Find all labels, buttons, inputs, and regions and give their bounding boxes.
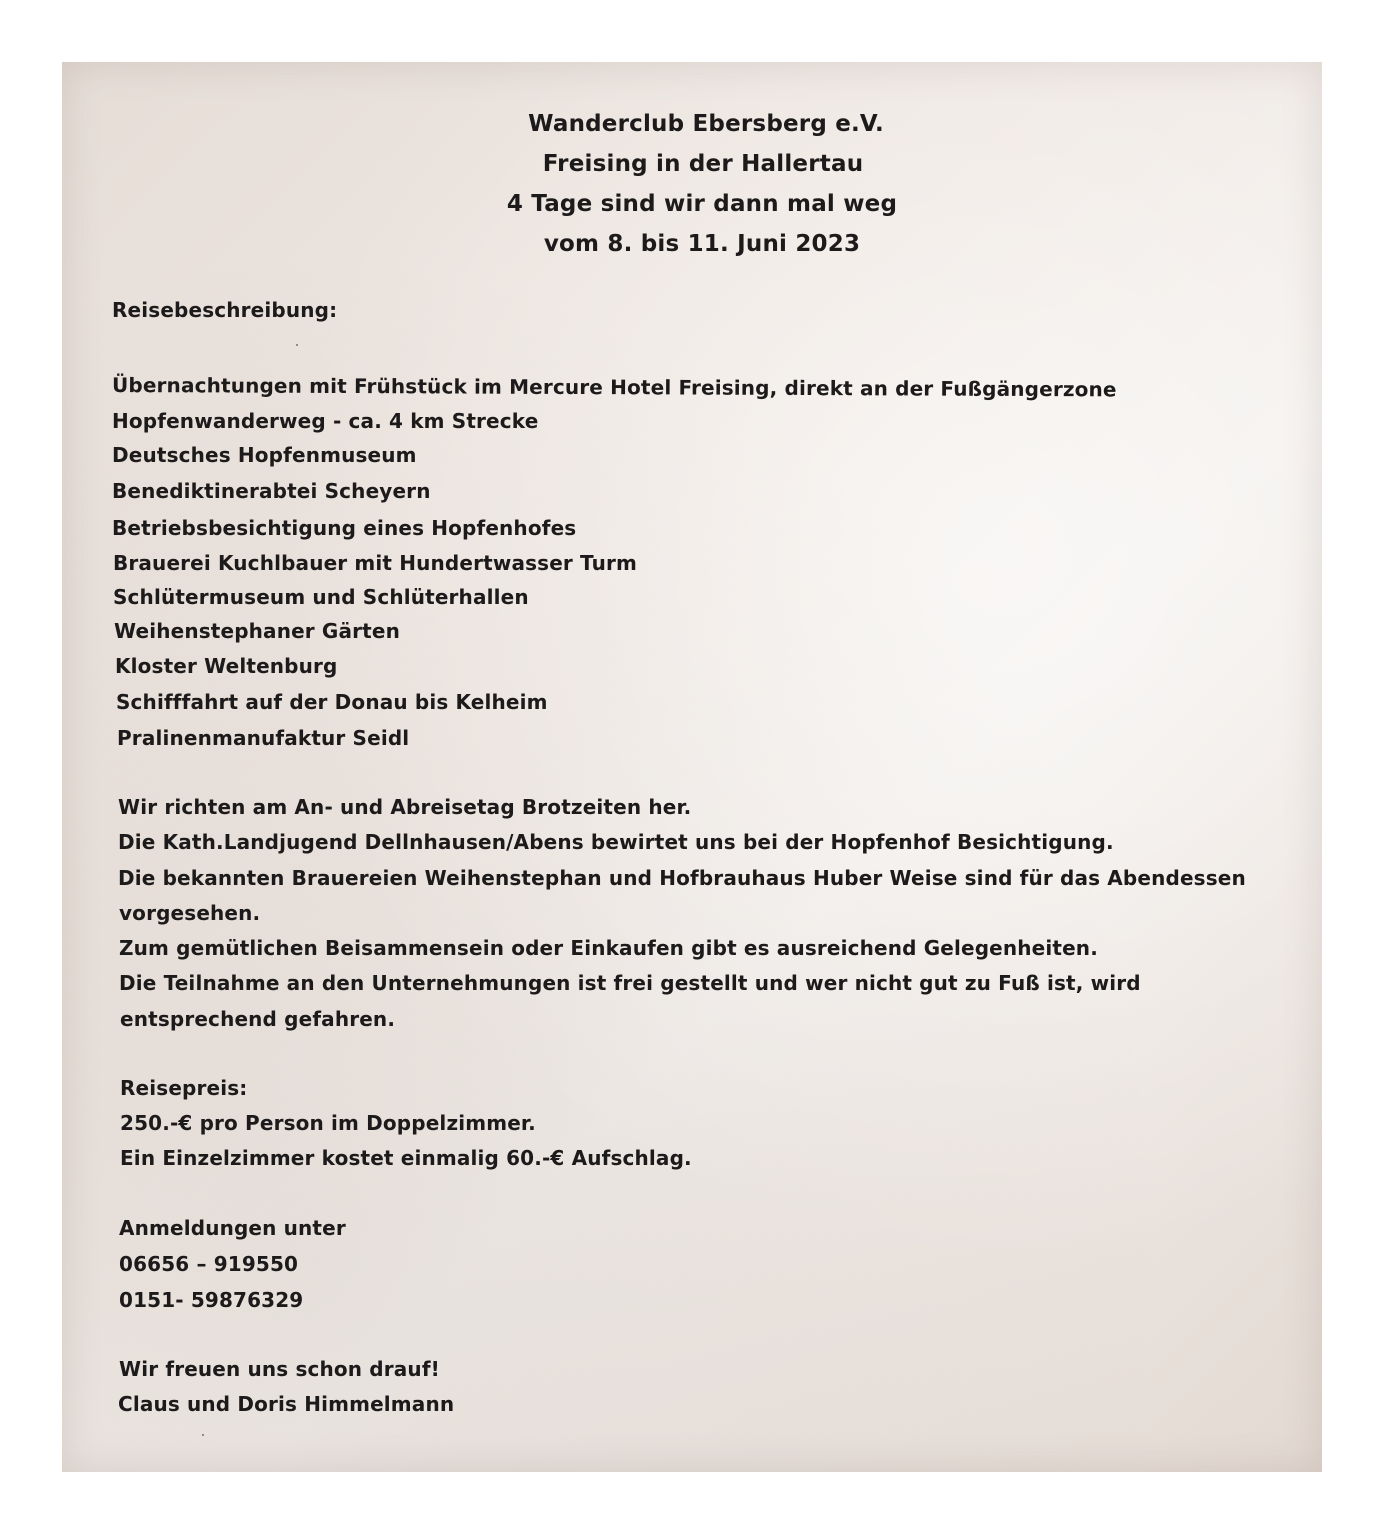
trip-dates: vom 8. bis 11. Juni 2023 [543, 231, 861, 257]
title-block [62, 104, 1322, 264]
notes-line: Wir richten am An- und Abreisetag Brotzeiten her. [118, 795, 692, 819]
signature-names: Claus und Doris Himmelmann [118, 1392, 455, 1416]
list-item: Hopfenwanderweg - ca. 4 km Strecke [112, 409, 539, 433]
list-item: Brauerei Kuchlbauer mit Hundertwasser Turm [113, 551, 638, 575]
list-item: Übernachtungen mit Frühstück im Mercure Hotel Freising, direkt an der Fußgängerzone [111, 373, 1117, 402]
notes-line: Die Kath.Landjugend Dellnhausen/Abens bewirtet uns bei der Hopfenhof Besichtigung. [118, 830, 1114, 854]
price-heading: Reisepreis: [120, 1076, 248, 1100]
list-item: Kloster Weltenburg [115, 654, 338, 678]
list-item: Deutsches Hopfenmuseum [112, 443, 417, 467]
notes-line: Die Teilnahme an den Unternehmungen ist frei gestellt und wer nicht gut zu Fuß ist, wird [119, 971, 1141, 995]
list-item: Betriebsbesichtigung eines Hopfenhofes [112, 516, 577, 540]
trip-tagline: 4 Tage sind wir dann mal weg [506, 191, 898, 217]
list-item: Schifffahrt auf der Donau bis Kelheim [116, 690, 548, 714]
phone-number: 06656 – 919550 [119, 1252, 299, 1276]
list-item: Schlütermuseum und Schlüterhallen [113, 585, 529, 609]
paper-speck [296, 344, 298, 346]
closing-line: Wir freuen uns schon drauf! [119, 1357, 440, 1381]
price-line: Ein Einzelzimmer kostet einmalig 60.-€ Aufschlag. [120, 1146, 692, 1170]
list-item: Pralinenmanufaktur Seidl [117, 726, 410, 750]
list-item: Weihenstephaner Gärten [114, 619, 400, 643]
description-heading: Reisebeschreibung: [112, 298, 338, 322]
paper-speck [202, 1434, 204, 1436]
registration-heading: Anmeldungen unter [119, 1216, 346, 1240]
list-item: Benediktinerabtei Scheyern [112, 479, 431, 503]
club-name: Wanderclub Ebersberg e.V. [528, 111, 884, 137]
notes-line: Zum gemütlichen Beisammensein oder Einkaufen gibt es ausreichend Gelegenheiten. [119, 936, 1098, 960]
paper-sheet [62, 62, 1322, 1472]
phone-number: 0151- 59876329 [119, 1288, 304, 1312]
notes-line: Die bekannten Brauereien Weihenstephan und Hofbrauhaus Huber Weise sind für das Abendessen [118, 866, 1246, 890]
notes-line: entsprechend gefahren. [120, 1007, 396, 1031]
notes-line: vorgesehen. [119, 901, 261, 925]
trip-destination: Freising in der Hallertau [542, 151, 864, 177]
price-line: 250.-€ pro Person im Doppelzimmer. [120, 1111, 536, 1135]
